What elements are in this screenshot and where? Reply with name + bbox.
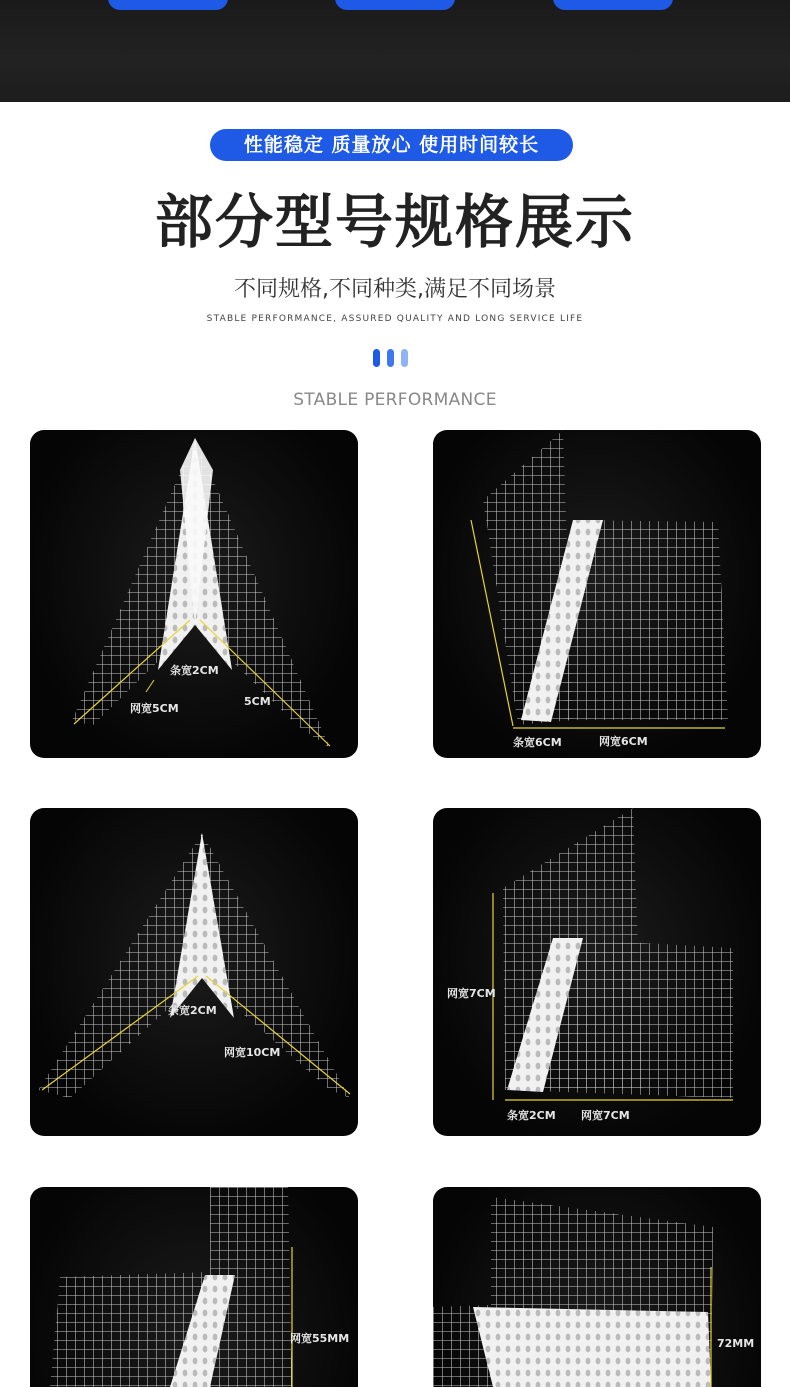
product-card-3[interactable] [30,808,358,1136]
mesh-width-label: 网宽10CM [224,1046,281,1059]
size-label: 5CM [244,695,271,708]
slogan-badge: 性能稳定 质量放心 使用时间较长 [210,129,573,161]
top-button-1[interactable] [108,0,228,10]
mesh-height-label: 网宽7CM [447,987,496,1000]
strip-width-label: 条宽2CM [168,1004,217,1017]
mesh-width-label: 网宽55MM [290,1332,350,1345]
dot-icon [387,349,394,367]
mesh-width-label: 网宽7CM [581,1109,630,1122]
corner-bead-mesh-image [30,1187,358,1387]
product-card-5[interactable] [30,1187,358,1387]
corner-bead-mesh-image [30,808,358,1136]
corner-bead-mesh-image [30,430,358,758]
dot-icon [373,349,380,367]
top-banner [0,0,790,102]
strip-width-label: 条宽6CM [513,736,562,749]
product-card-2[interactable] [433,430,761,758]
corner-bead-mesh-image [433,430,761,758]
page-subtitle-english: STABLE PERFORMANCE, ASSURED QUALITY AND LONG SERVICE LIFE [206,314,584,324]
strip-width-label: 条宽2CM [507,1109,556,1122]
mesh-width-label: 网宽6CM [599,735,648,748]
product-card-6[interactable] [433,1187,761,1387]
product-card-4[interactable] [433,808,761,1136]
mesh-width-label: 网宽5CM [130,702,179,715]
top-button-2[interactable] [335,0,455,10]
product-card-1[interactable] [30,430,358,758]
corner-bead-mesh-image [433,808,761,1136]
top-button-3[interactable] [553,0,673,10]
page-title: 部分型号规格展示 [154,188,635,256]
decorative-dots [373,349,413,367]
size-label: 72MM [717,1337,755,1350]
corner-bead-mesh-image [433,1187,761,1387]
page-subtitle: 不同规格,不同种类,满足不同场景 [234,277,556,302]
dot-icon [401,349,408,367]
strip-width-label: 条宽2CM [170,664,219,677]
section-heading-english: STABLE PERFORMANCE [293,390,497,410]
